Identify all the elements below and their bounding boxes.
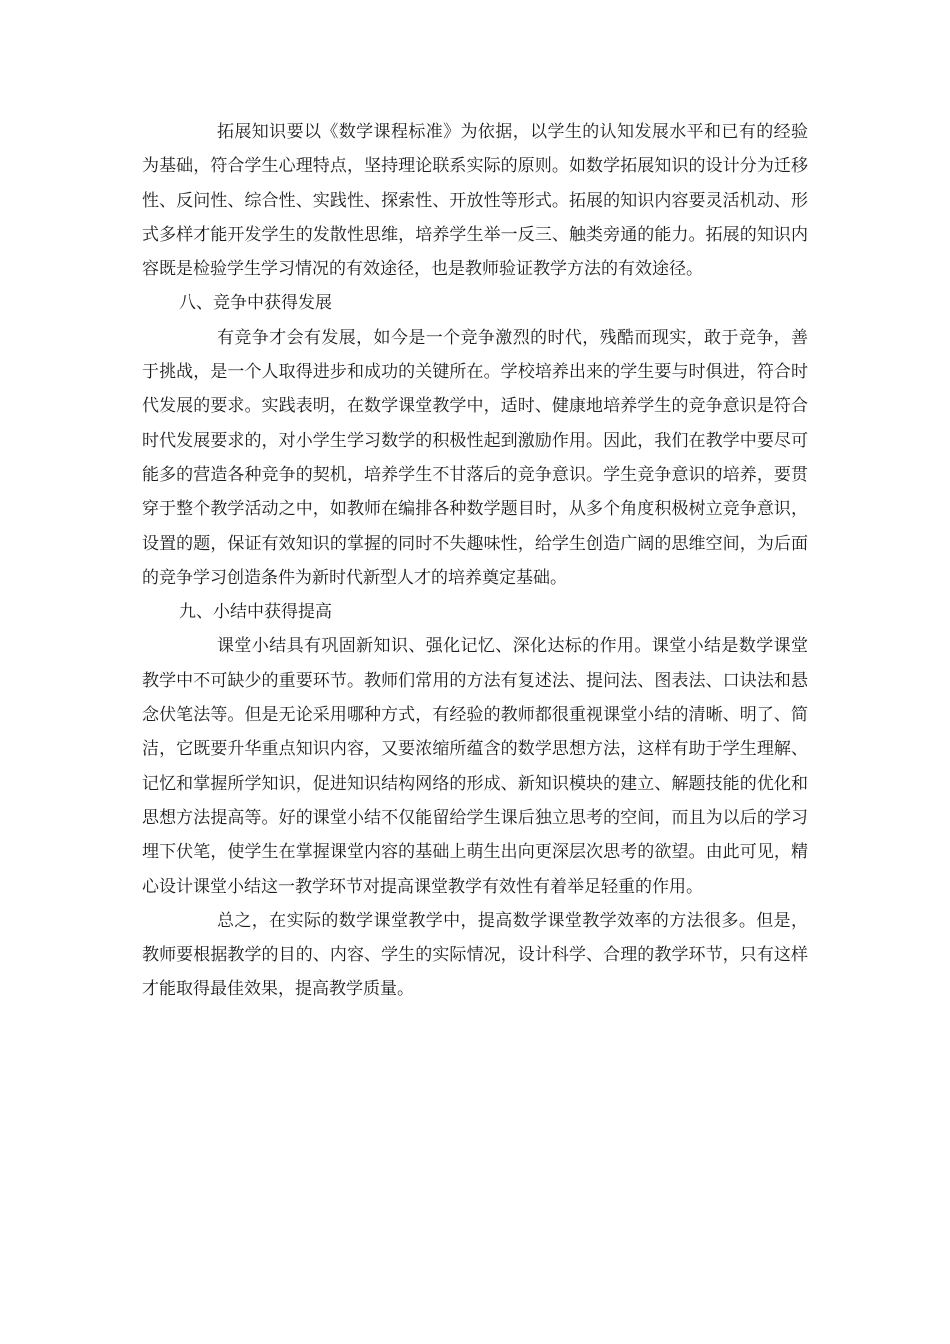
section-heading-summary: 九、小结中获得提高 [179, 602, 332, 623]
paragraph-extension-knowledge: 拓展知识要以《数学课程标准》为依据，以学生的认知发展水平和已有的经验为基础，符合学生心理特点，坚持理论联系实际的原则。如数学拓展知识的设计分为迁移性、反问性、综合性、实践性、探索性、开放性等形式。拓展的知识内容要灵活机动、形式多样才能开发学生的发散性思维，培养学生举一反三、触类旁通的能力。拓展的知识内容既是检验学生学习情况的有效途径，也是教师验证教学方法的有效途径。 [142, 122, 808, 280]
paragraph-summary: 课堂小结具有巩固新知识、强化记忆、深化达标的作用。课堂小结是数学课堂教学中不可缺少的重要环节。教师们常用的方法有复述法、提问法、图表法、口诀法和悬念伏笔法等。但是无论采用哪种方式，有经验的教师都很重视课堂小结的清晰、明了、简洁，它既要升华重点知识内容，又要浓缩所蕴含的数学思想方法，这样有助于学生理解、记忆和掌握所学知识，促进知识结构网络的形成、新知识模块的建立、解题技能的优化和思想方法提高等。好的课堂小结不仅能留给学生课后独立思考的空间，而且为以后的学习埋下伏笔，使学生在掌握课堂内容的基础上萌生出向更深层次思考的欲望。由此可见，精心设计课堂小结这一教学环节对提高课堂教学有效性有着举足轻重的作用。 [142, 636, 808, 897]
document-page [142, 115, 808, 1007]
paragraph-conclusion: 总之，在实际的数学课堂教学中，提高数学课堂教学效率的方法很多。但是，教师要根据教学的目的、内容、学生的实际情况，设计科学、合理的教学环节，只有这样才能取得最佳效果，提高教学质量。 [142, 910, 808, 1000]
paragraph-competition: 有竞争才会有发展，如今是一个竞争激烈的时代，残酷而现实，敢于竞争，善于挑战，是一个人取得进步和成功的关键所在。学校培养出来的学生要与时俱进，符合时代发展的要求。实践表明，在数学课堂教学中，适时、健康地培养学生的竞争意识是符合时代发展要求的，对小学生学习数学的积极性起到激励作用。因此，我们在教学中要尽可能多的营造各种竞争的契机，培养学生不甘落后的竞争意识。学生竞争意识的培养，要贯穿于整个教学活动之中，如教师在编排各种数学题目时，从多个角度积极树立竞争意识，设置的题，保证有效知识的掌握的同时不失趣味性，给学生创造广阔的思维空间，为后面的竞争学习创造条件为新时代新型人才的培养奠定基础。 [142, 327, 808, 588]
section-heading-competition: 八、竞争中获得发展 [179, 293, 332, 314]
